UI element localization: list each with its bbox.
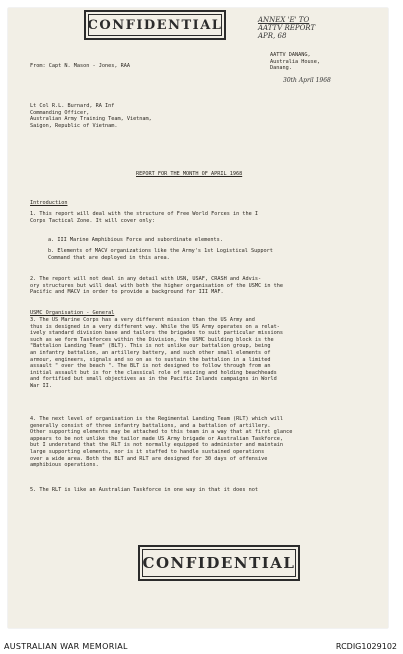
recipient-line: Saigon, Republic of Vietnam. (30, 122, 118, 129)
text-line: Command that are deployed in this area. (48, 254, 170, 261)
text-line: "Battalion Landing Team" (BLT). This is not unlike our battalion group, being (30, 343, 271, 350)
text-line: 3. The US Marine Corps has a very different mission than the US Army and (30, 317, 255, 323)
text-line: Other supporting elements may be attached to this team in a way that at first glance (30, 429, 293, 436)
paragraph-5: 5. The RLT is like an Australian Taskforce in one way in that it does not (30, 487, 258, 493)
text-line: Corps Tactical Zone. It will cover only: (30, 217, 155, 224)
confidential-stamp-bottom: CONFIDENTIAL (138, 545, 300, 581)
recipient-block (30, 103, 152, 129)
text-line: 4. The next level of organisation is the Regimental Landing Team (RLT) which will (30, 416, 283, 422)
document-page (8, 8, 388, 628)
text-line: 1. This report will deal with the structure of Free World Forces in the I (30, 211, 258, 217)
recipient-line: Lt Col R.L. Burnard, RA Inf (30, 103, 115, 109)
list-item-b (48, 248, 273, 261)
text-line: 2. The report will not deal in any detail with USN, USAF, CRASH and Advis- (30, 276, 262, 282)
address-line: Australia House, (270, 58, 320, 65)
text-line: such as we form Taskforces within the Division, the USMC building block is the (30, 336, 274, 343)
footer-right: RCDIG1029102 (335, 642, 397, 651)
recipient-line: Commanding Officer, (30, 109, 90, 116)
text-line: an infantry battalion, an artillery battery, and such other small elements of (30, 349, 271, 356)
footer-left: AUSTRALIAN WAR MEMORIAL (4, 642, 128, 651)
confidential-stamp-top: CONFIDENTIAL (84, 10, 226, 40)
text-line: large supporting elements, nor is it staffed to handle sustained operations (30, 448, 265, 455)
text-line: War II. (30, 382, 52, 389)
text-line: ory structures but will deal with both the higher organisation of the USMC in the (30, 282, 283, 289)
text-line: but I understand that the RLT is not normally equipped to administer and maintain (30, 442, 283, 449)
section-heading-introduction: Introduction (30, 200, 68, 206)
date: 30th April 1968 (283, 77, 331, 84)
list-item-a: a. III Marine Amphibious Force and subordinate elements. (48, 237, 223, 243)
text-line: b. Elements of MACV organizations like the Army's 1st Logistical Support (48, 248, 273, 254)
paragraph-3 (30, 317, 283, 390)
paragraph-2 (30, 276, 283, 296)
text-line: assault " over the beach ". The BLT is not designed to follow through from an (30, 363, 271, 370)
text-line: ively standard division base and tailors the brigades to suit particular missions (30, 330, 283, 337)
text-line: initial assault but is for the classical role of seizing and holding beachheads (30, 369, 277, 376)
text-line: armour, engineers, signals and so on as to sustain the battalion in a limited (30, 356, 271, 363)
recipient-line: Australian Army Training Team, Vietnam, (30, 116, 152, 123)
text-line: thus is designed in a very different way. While the US Army operates on a relat- (30, 323, 280, 330)
section-heading-usmc: USMC Organisation - General (30, 310, 115, 316)
text-line: over a wide area. Both the BLT and RLT are designed for 30 days of offensive (30, 455, 268, 462)
sender-address (270, 52, 320, 72)
text-line: Pacific and MACV in order to provide a background for III MAF. (30, 289, 224, 296)
text-line: amphibious operations. (30, 462, 99, 469)
paragraph-1 (30, 211, 258, 224)
text-line: appears to be not unlike the tailor made US Army brigade or Australian Taskforce, (30, 435, 283, 442)
from-line: From: Capt N. Mason - Jones, RAA (30, 63, 130, 69)
text-line: and fortified but small objectives as in the Pacific Islands campaigns in World (30, 376, 277, 383)
address-line: Danang. (270, 65, 292, 72)
annotation-line: APR, 68 (258, 32, 287, 40)
report-title: REPORT FOR THE MONTH OF APRIL 1968 (136, 171, 243, 177)
annotation-line: AATTV REPORT (258, 24, 316, 32)
text-line: generally consist of three infantry battalions, and a battalion of artillery. (30, 422, 271, 429)
handwritten-annotation (258, 16, 315, 40)
paragraph-4 (30, 416, 292, 469)
annotation-line: ANNEX 'E' TO (258, 16, 310, 24)
address-line: AATTV DANANG, (270, 52, 311, 58)
